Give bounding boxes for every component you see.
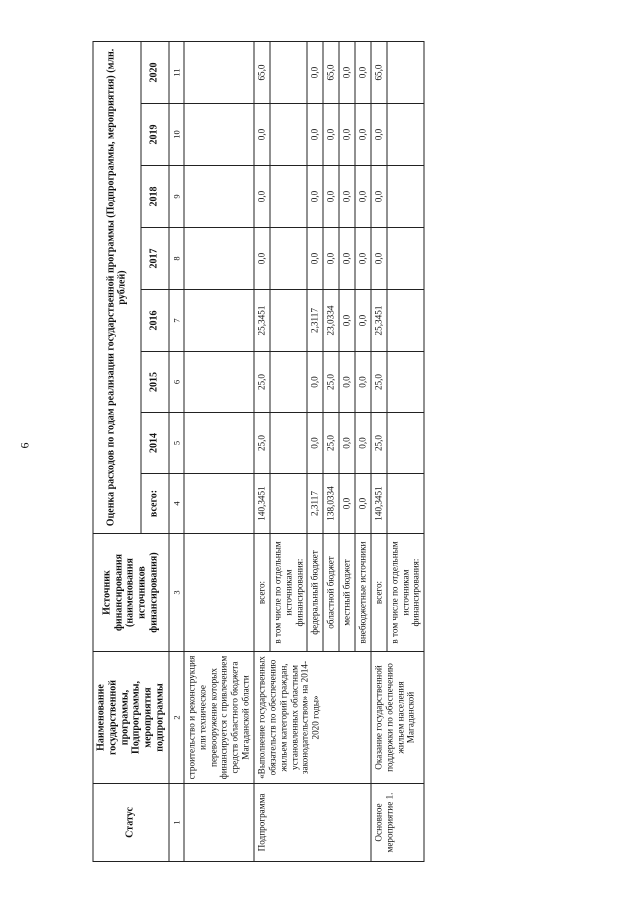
- header-year: 2019: [141, 104, 169, 166]
- value-cell: 140,3451: [254, 474, 270, 534]
- value-cell: 0,0: [307, 166, 323, 228]
- value-cell: 25,0: [323, 352, 339, 413]
- column-number: 6: [169, 352, 184, 413]
- value-cell: 0,0: [371, 228, 387, 290]
- source-cell: всего:: [254, 534, 270, 652]
- value-cell: 25,3451: [254, 290, 270, 352]
- status-cell: Подпрограмма: [254, 784, 371, 862]
- value-cell: 0,0: [254, 228, 270, 290]
- value-cell: [270, 290, 308, 352]
- continued-name-cell: строительство и реконструкция или техническое перевооружение которых финансируется с привлечением средств областного бюджета Магаданской области: [184, 652, 254, 784]
- value-cell: 25,0: [254, 352, 270, 413]
- value-cell: 23,0334: [323, 290, 339, 352]
- column-number: 3: [169, 534, 184, 652]
- header-year: 2016: [141, 290, 169, 352]
- value-cell: [387, 166, 425, 228]
- value-cell: 0,0: [339, 228, 355, 290]
- value-cell: 65,0: [371, 42, 387, 104]
- value-cell: 25,0: [371, 352, 387, 413]
- header-total: всего:: [141, 474, 169, 534]
- value-cell: 2,3117: [307, 290, 323, 352]
- header-name: Наименование государственной программы, Подпрограммы, мероприятия подпрограммы: [93, 652, 169, 784]
- value-cell: 0,0: [254, 104, 270, 166]
- header-status: Статус: [93, 784, 169, 862]
- value-cell: 0,0: [355, 228, 371, 290]
- value-cell: 0,0: [339, 104, 355, 166]
- value-cell: [270, 228, 308, 290]
- header-year: 2018: [141, 166, 169, 228]
- source-cell: [184, 534, 254, 652]
- value-cell: 138,0334: [323, 474, 339, 534]
- value-cell: [387, 352, 425, 413]
- value-cell: 0,0: [323, 228, 339, 290]
- value-cell: 0,0: [339, 166, 355, 228]
- value-cell: [387, 290, 425, 352]
- value-cell: 65,0: [323, 42, 339, 104]
- header-year: 2015: [141, 352, 169, 413]
- value-cell: 0,0: [339, 352, 355, 413]
- value-cell: 25,0: [323, 413, 339, 474]
- header-year: 2014: [141, 413, 169, 474]
- column-number: 10: [169, 104, 184, 166]
- value-cell: 25,0: [254, 413, 270, 474]
- name-cell: «Выполнение государственных обязательств по обеспечению жильем категорий граждан, установленных областным законодательством» на 2014-2020 годы»: [254, 652, 371, 784]
- value-cell: 0,0: [339, 290, 355, 352]
- value-cell: 0,0: [371, 166, 387, 228]
- value-cell: 0,0: [254, 166, 270, 228]
- expenditure-table: [93, 41, 425, 862]
- value-cell: 0,0: [355, 352, 371, 413]
- name-cell: Оказание государственной поддержки по обеспечению жильем населения Магаданской: [371, 652, 424, 784]
- value-cell: [184, 42, 254, 104]
- value-cell: 0,0: [323, 104, 339, 166]
- column-number: 2: [169, 652, 184, 784]
- value-cell: 0,0: [355, 104, 371, 166]
- header-estimate: Оценка расходов по годам реализации государственной программы (Подпрограммы, мероприятия) (млн. рублей): [93, 42, 141, 534]
- value-cell: 0,0: [355, 166, 371, 228]
- value-cell: 140,3451: [371, 474, 387, 534]
- source-cell: в том числе по отдельным источникам финансирования:: [387, 534, 425, 652]
- value-cell: 0,0: [307, 413, 323, 474]
- column-number: 1: [169, 784, 184, 862]
- source-cell: федеральный бюджет: [307, 534, 323, 652]
- value-cell: [184, 413, 254, 474]
- column-number: 8: [169, 228, 184, 290]
- value-cell: 65,0: [254, 42, 270, 104]
- column-number: 7: [169, 290, 184, 352]
- column-number: 4: [169, 474, 184, 534]
- rotated-table-container: [93, 42, 548, 862]
- value-cell: 0,0: [307, 104, 323, 166]
- value-cell: 0,0: [307, 228, 323, 290]
- value-cell: [387, 413, 425, 474]
- value-cell: 0,0: [355, 290, 371, 352]
- value-cell: 0,0: [307, 352, 323, 413]
- source-cell: местный бюджет: [339, 534, 355, 652]
- status-cell: [184, 784, 254, 862]
- value-cell: 25,3451: [371, 290, 387, 352]
- value-cell: [184, 352, 254, 413]
- column-number: 9: [169, 166, 184, 228]
- value-cell: [387, 474, 425, 534]
- value-cell: [270, 104, 308, 166]
- value-cell: [184, 166, 254, 228]
- value-cell: [270, 474, 308, 534]
- value-cell: 25,0: [371, 413, 387, 474]
- status-cell: Основное мероприятие 1.: [371, 784, 424, 862]
- value-cell: 2,3117: [307, 474, 323, 534]
- page-number: 6: [17, 442, 32, 449]
- value-cell: 0,0: [339, 413, 355, 474]
- source-cell: внебюджетные источники: [355, 534, 371, 652]
- value-cell: 0,0: [355, 42, 371, 104]
- value-cell: 0,0: [307, 42, 323, 104]
- value-cell: [270, 166, 308, 228]
- source-cell: всего:: [371, 534, 387, 652]
- value-cell: [270, 42, 308, 104]
- source-cell: в том числе по отдельным источникам финансирования:: [270, 534, 308, 652]
- value-cell: [184, 290, 254, 352]
- value-cell: 0,0: [339, 474, 355, 534]
- header-year: 2017: [141, 228, 169, 290]
- value-cell: [184, 474, 254, 534]
- value-cell: 0,0: [323, 166, 339, 228]
- value-cell: [387, 228, 425, 290]
- header-source: Источник финансирования (наименования источников финансирования): [93, 534, 169, 652]
- value-cell: 0,0: [355, 474, 371, 534]
- column-number: 5: [169, 413, 184, 474]
- value-cell: [184, 104, 254, 166]
- value-cell: [270, 352, 308, 413]
- value-cell: [387, 42, 425, 104]
- source-cell: областной бюджет: [323, 534, 339, 652]
- header-year: 2020: [141, 42, 169, 104]
- value-cell: [184, 228, 254, 290]
- column-number: 11: [169, 42, 184, 104]
- value-cell: 0,0: [355, 413, 371, 474]
- value-cell: [387, 104, 425, 166]
- value-cell: 0,0: [371, 104, 387, 166]
- value-cell: [270, 413, 308, 474]
- value-cell: 0,0: [339, 42, 355, 104]
